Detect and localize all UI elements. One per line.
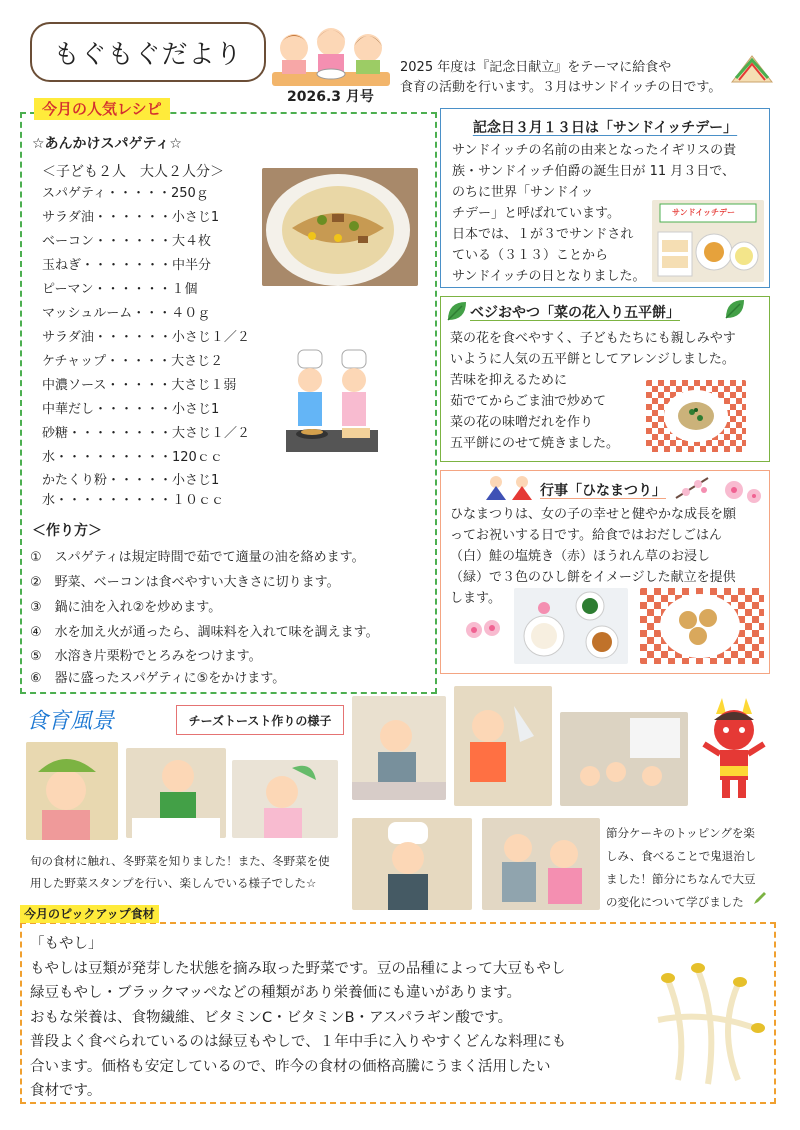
method-step: ① スパゲティは規定時間で茹でて適量の油を絡めます。: [30, 550, 365, 565]
text-line: 日本では、１が３でサンドされ: [452, 227, 634, 242]
text-line: もやしは豆類が発芽した状態を摘み取った野菜です。豆の品種によって大豆もやし: [30, 960, 566, 977]
method-step: ④ 水を加え火が通ったら、調味料を入れて味を調えます。: [30, 625, 379, 640]
classroom-illustration: [560, 712, 688, 806]
leaf-icon: [724, 298, 746, 320]
veggie-snack-title: ベジおやつ「菜の花入り五平餅」: [470, 305, 680, 321]
sandwich-icon: [730, 52, 774, 86]
spaghetti-photo: [262, 168, 418, 286]
pickup-food-name: 「もやし」: [30, 936, 103, 952]
peach-branch-icon: [674, 474, 710, 502]
text-line: ひなまつりは、女の子の幸せと健やかな成長を願: [450, 507, 737, 522]
sandwich-meal-photo: [652, 200, 764, 282]
setsubun-caption: [606, 822, 774, 914]
pickup-text: [30, 932, 640, 1104]
ingredient-item: スパゲティ・・・・・250ｇ: [42, 186, 209, 201]
text-line: 菜の花の味噌だれを作り: [450, 415, 594, 430]
activity-photo: [232, 760, 338, 838]
text-line: 旬の食材に触れ、冬野菜を知りました！また、冬野菜を使: [30, 854, 330, 868]
shokuiku-caption: [30, 850, 340, 894]
activity-photo: [482, 818, 600, 910]
sandwich-day-title: 記念日３月１３日は「サンドイッチデー」: [472, 120, 738, 136]
ingredient-item: 水・・・・・・・・・120ｃｃ: [42, 450, 223, 465]
pickup-label: 今月のピックアップ食材: [20, 905, 159, 923]
method-step: ② 野菜、ベーコンは食べやすい大きさに切ります。: [30, 575, 340, 590]
child-with-vegetable-illustration: [232, 760, 338, 838]
recipe-section-label: 今月の人気レシピ: [34, 98, 170, 120]
text-line: チデー」と呼ばれています。: [452, 206, 620, 221]
text-line: のちに世界「サンドイッ: [452, 185, 594, 200]
hinamatsuri-title: 行事「ひなまつり」: [540, 483, 666, 499]
hinamatsuri-meal-photo: [514, 588, 628, 664]
shokuiku-subtitle: チーズトースト作りの様子: [176, 705, 344, 735]
kids-cooking-illustration: [282, 348, 382, 460]
method-step: ③ 鍋に油を入れ②を炒めます。: [30, 600, 222, 615]
teacher-and-child-illustration: [482, 818, 600, 910]
method-step: ⑤ 水溶き片栗粉でとろみをつけます。: [30, 649, 262, 664]
pencil-icon: [752, 890, 768, 906]
child-topping-illustration: [454, 686, 552, 806]
ingredient-item: 砂糖・・・・・・・・大さじ１／２: [42, 426, 251, 441]
text-line: ている（３１３）ことから: [452, 248, 609, 263]
ingredient-item: かたくり粉・・・・・小さじ1: [42, 473, 220, 488]
ingredient-item: 水・・・・・・・・・１０ｃｃ: [42, 493, 225, 508]
cooking-kids-illustration: [272, 14, 390, 88]
ingredient-item: サラダ油・・・・・・小さじ1: [42, 210, 220, 225]
newsletter-title-text: もぐもぐだより: [53, 39, 243, 70]
method-heading: ＜作り方＞: [32, 523, 102, 539]
hishimochi-photo: [640, 588, 764, 664]
recipe-servings: ＜子ども２人 大人２人分＞: [42, 164, 224, 180]
text-line: します。: [450, 591, 501, 606]
text-line: 族・サンドイッチ伯爵の誕生日が 11 月３日で、: [452, 164, 735, 179]
text-line: おもな栄養は、食物繊維、ビタミンC・ビタミンB・アスパラギン酸です。: [30, 1009, 513, 1026]
text-line: 合います。価格も安定しているので、昨今の食材の価格高騰にうまく活用したい: [30, 1058, 551, 1075]
text-line: 食材です。: [30, 1083, 102, 1099]
intro-line: 食育の活動を行います。３月はサンドイッチの日です。: [400, 80, 722, 95]
child-with-chef-hat-illustration: [352, 818, 472, 910]
text-line: 茹でてからごま油で炒めて: [450, 394, 607, 409]
ingredient-item: ケチャップ・・・・・大さじ２: [42, 354, 224, 369]
shokuiku-title: 食育風景: [26, 709, 115, 734]
peach-blossom-icon: [722, 478, 764, 506]
activity-photo: [26, 742, 118, 840]
text-line: （緑）で３色のひし餅をイメージした献立を提供: [450, 570, 736, 585]
text-line: 用した野菜スタンプを行い、楽しんでいる様子でした☆: [30, 876, 317, 890]
blossom-icon: [464, 616, 504, 646]
activity-photo: [454, 686, 552, 806]
text-line: 緑豆もやし・ブラックマッペなどの種類があり栄養価にも違いがあります。: [30, 985, 521, 1001]
child-with-cabbage-illustration: [26, 742, 118, 840]
text-line: （白）鮭の塩焼き（赤）ほうれん草のお浸し: [450, 549, 711, 564]
leaf-icon: [446, 300, 468, 322]
text-line: しみ、食べることで鬼退治し: [606, 849, 757, 863]
method-step: ⑥ 器に盛ったスパゲティに⑤をかけます。: [30, 671, 286, 686]
intro-line: 2025 年度は『記念日献立』をテーマに給食や: [400, 60, 672, 75]
text-line: 節分ケーキのトッピングを楽: [606, 826, 755, 840]
ingredient-item: 中華だし・・・・・・小さじ1: [42, 402, 220, 417]
ingredient-item: ピーマン・・・・・・１個: [42, 282, 198, 297]
text-line: ました！節分にちなんで大豆: [606, 872, 756, 886]
bean-sprout-illustration: [648, 960, 768, 1090]
intro-text: [400, 58, 730, 98]
child-stamping-illustration: [126, 748, 226, 838]
spaghetti-plate-illustration: [262, 168, 418, 286]
text-line: 五平餅にのせて焼きました。: [450, 436, 620, 451]
text-line: の変化について学びました: [606, 895, 744, 909]
text-line: 苦味を抑えるために: [450, 373, 568, 388]
hinamatsuri-meal-illustration: [514, 588, 628, 664]
recipe-name: ☆あんかけスパゲティ☆: [32, 136, 182, 152]
hishimochi-illustration: [640, 588, 764, 664]
text-line: 菜の花を食べやすく、子どもたちにも親しみやす: [450, 331, 736, 346]
sandwich-card-text: サンドイッチデー: [672, 208, 736, 217]
text-line: ってお祝いする日です。給食ではおだしごはん: [450, 528, 722, 543]
text-line: サンドイッチの名前の由来となったイギリスの貴: [452, 143, 737, 158]
gohei-mochi-photo: [646, 380, 746, 452]
activity-photo: [560, 712, 688, 806]
ingredient-item: 玉ねぎ・・・・・・・中半分: [42, 258, 212, 273]
gohei-mochi-illustration: [646, 380, 746, 452]
activity-photo: [352, 818, 472, 910]
ingredient-item: サラダ油・・・・・・小さじ１／２: [42, 330, 250, 345]
oni-demon-illustration: [696, 694, 772, 800]
text-line: サンドイッチの日となりました。: [452, 269, 646, 284]
newsletter-title: [30, 22, 266, 82]
activity-photo: [352, 696, 446, 800]
hina-dolls-icon: [484, 474, 534, 500]
text-line: いように人気の五平餅としてアレンジしました。: [450, 352, 735, 367]
activity-photo: [126, 748, 226, 838]
issue-date: 2026.3 月号: [287, 89, 374, 105]
ingredient-item: ベーコン・・・・・・大４枚: [42, 234, 212, 249]
ingredient-item: 中濃ソース・・・・・大さじ１弱: [42, 378, 237, 393]
ingredient-item: マッシュルーム・・・４０ｇ: [42, 306, 211, 321]
text-line: 普段よく食べられているのは緑豆もやしで、１年中手に入りやすくどんな料理にも: [30, 1034, 567, 1050]
child-eating-toast-illustration: [352, 696, 446, 800]
